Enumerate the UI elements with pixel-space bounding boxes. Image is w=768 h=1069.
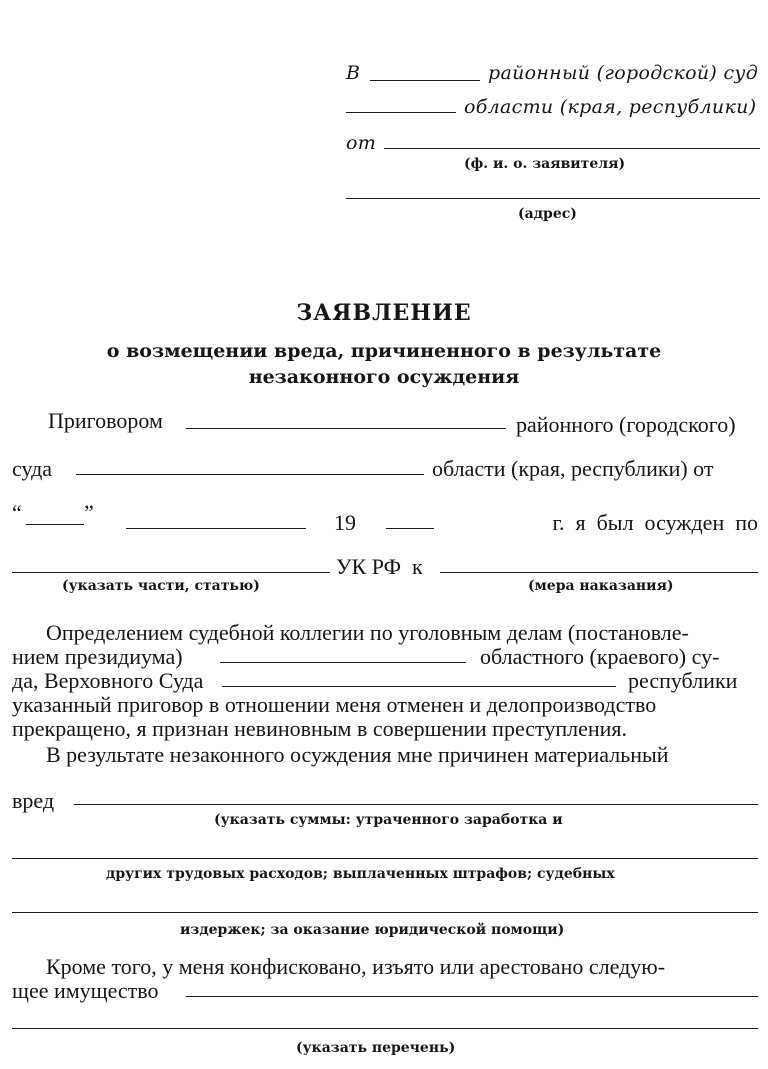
court-region-blank[interactable]: [76, 474, 424, 475]
para2-line4: указанный приговор в отношении меня отменен и делопроизводство: [12, 692, 657, 717]
penalty-caption: (мера наказания): [528, 578, 674, 594]
para4-line1: Кроме того, у меня конфисковано, изъято или арестовано следую-: [46, 954, 666, 979]
verdict-prefix: Приговором: [48, 408, 163, 433]
harm-amount-blank-2[interactable]: [12, 858, 758, 859]
harm-word: вред: [12, 788, 55, 813]
para4-line2: щее имущество: [12, 978, 159, 1003]
court-region-label: области (края, республики) от: [432, 456, 714, 481]
document-title: ЗАЯВЛЕНИЕ: [296, 300, 472, 326]
region-name-blank[interactable]: [346, 112, 456, 113]
verdict-court-label: районного (городского): [516, 412, 736, 437]
date-month-blank[interactable]: [126, 528, 306, 529]
date-quote-close: ”: [84, 500, 94, 525]
year-blank[interactable]: [386, 528, 434, 529]
sums-caption-3: издержек; за оказание юридической помощи): [180, 922, 565, 938]
list-caption: (указать перечень): [296, 1040, 456, 1056]
uk-rf-label: УК РФ к: [336, 554, 423, 579]
header-to-prefix: В: [346, 62, 361, 84]
harm-amount-blank-1[interactable]: [74, 804, 758, 805]
harm-amount-blank-3[interactable]: [12, 912, 758, 913]
property-blank-1[interactable]: [186, 996, 758, 997]
verdict-court-blank[interactable]: [186, 428, 506, 429]
date-quote-open: “: [12, 500, 22, 525]
year-suffix: г. я был осужден по: [552, 510, 758, 535]
document-subtitle-line2: незаконного осуждения: [248, 366, 520, 388]
court-word: суда: [12, 456, 53, 481]
year-prefix: 19: [334, 510, 356, 535]
sums-caption-1: (указать суммы: утраченного заработка и: [214, 812, 563, 828]
supreme-court-blank[interactable]: [222, 686, 616, 687]
collegium-blank[interactable]: [220, 662, 466, 663]
para2-line3-b: республики: [628, 668, 738, 693]
para3-line1: В результате незаконного осуждения мне причинен материальный: [46, 742, 669, 767]
para2-line3-a: да, Верховного Суда: [12, 668, 204, 693]
date-day-blank[interactable]: [26, 524, 84, 525]
property-blank-2[interactable]: [12, 1028, 758, 1029]
header-from-prefix: от: [346, 132, 377, 154]
para2-line2-a: нием президиума): [12, 644, 183, 669]
header-court-label: районный (городской) суд: [488, 62, 759, 84]
applicant-fio-blank[interactable]: [384, 148, 760, 149]
address-blank[interactable]: [346, 198, 760, 199]
document-subtitle-line1: о возмещении вреда, причиненного в результате: [106, 340, 662, 362]
para2-line2-b: областного (краевого) су-: [480, 644, 720, 669]
fio-caption: (ф. и. о. заявителя): [464, 156, 626, 172]
sums-caption-2: других трудовых расходов; выплаченных штрафов; судебных: [106, 866, 615, 882]
articles-blank[interactable]: [12, 572, 330, 573]
penalty-blank[interactable]: [440, 572, 758, 573]
header-region-label: области (края, республики): [464, 96, 757, 118]
para2-line1: Определением судебной коллегии по уголовным делам (постановле-: [46, 620, 689, 645]
articles-caption: (указать части, статью): [62, 578, 260, 594]
address-caption: (адрес): [518, 206, 577, 222]
court-name-blank[interactable]: [370, 80, 480, 81]
para2-line5: прекращено, я признан невиновным в совершении преступления.: [12, 716, 628, 741]
